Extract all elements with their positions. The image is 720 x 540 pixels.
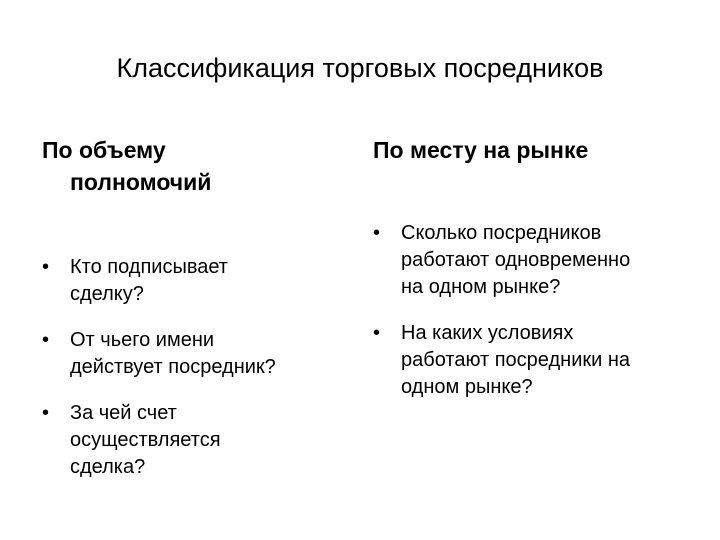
bullet-icon: • [42,402,50,424]
item-line: осуществляется [70,429,221,451]
list-item [373,320,703,401]
item-line: работают одновременно [401,249,631,271]
bullet-icon: • [42,329,50,351]
item-line: работают посредники на [401,349,631,371]
left-bullet-list [42,254,352,481]
left-column-heading [42,134,211,198]
item-line: От чьего имени [70,329,215,351]
list-item [42,400,352,481]
list-item [42,327,352,381]
bullet-icon: • [373,222,381,244]
right-column-heading: По месту на рынке [373,137,589,163]
item-line: одном рынке? [401,376,533,398]
slide-title: Классификация торговых посредников [116,53,604,83]
left-heading-line1: По объему [42,137,166,163]
item-line: Сколько посредников [401,222,602,244]
item-line: сделка? [70,456,146,478]
left-heading-line2: полномочий [70,169,212,195]
item-line: действует посредник? [70,356,276,378]
bullet-icon: • [373,322,381,344]
item-line: На каких условиях [401,322,574,344]
item-line: на одном рынке? [401,276,561,298]
list-item [42,254,352,308]
list-item [373,220,703,301]
item-line: За чей счет [70,402,177,424]
item-line: Кто подписывает [70,256,228,278]
right-bullet-list [373,220,703,401]
bullet-icon: • [42,256,50,278]
item-line: сделку? [70,283,144,305]
